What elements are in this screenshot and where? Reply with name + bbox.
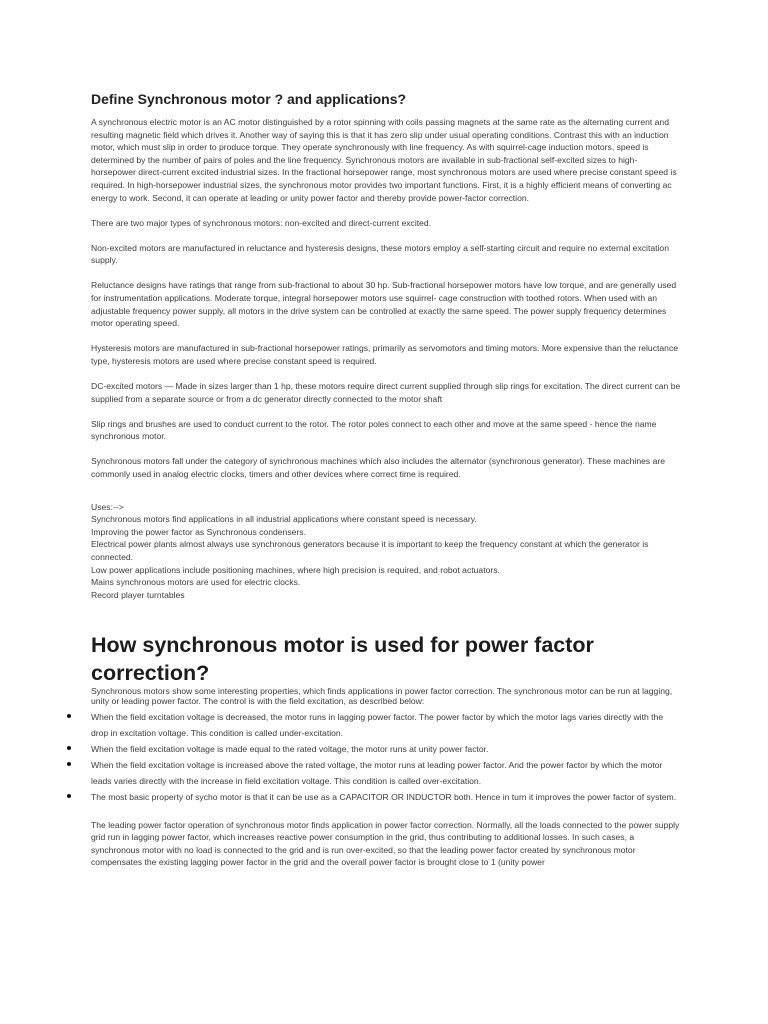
paragraph-dc-excited: DC-excited motors — Made in sizes larger than 1 hp, these motors require direct current supplied through slip rings for excitation. The direct current can be supplied from a separate source or from a dc generator directly connected to the motor shaft — [91, 381, 681, 404]
uses-item: Electrical power plants almost always use synchronous generators because it is important to keep the frequency constant at which the generator is connected. — [91, 539, 649, 562]
list-item — [91, 709, 681, 741]
bullet-text: When the field excitation voltage is decreased, the motor runs in lagging power factor. The power factor by which the motor lags varies directly with the drop in excitation voltage. This condition is called under-excitation. — [91, 711, 664, 738]
list-item — [91, 741, 681, 757]
uses-item: Record player turntables — [91, 589, 185, 600]
bullet-text: When the field excitation voltage is made equal to the rated voltage, the motor runs at unity power factor. — [91, 743, 489, 754]
list-item — [91, 789, 681, 805]
paragraph-types: There are two major types of synchronous motors: non-excited and direct-current excited. — [91, 217, 432, 228]
paragraph-reluctance: Reluctance designs have ratings that range from sub-fractional to about 30 hp. Sub-fractional horsepower motors have low torque, and are generally used for instrumentation applications. Moderate torque, integral horsepower motors use squirrel- cage construction with toothed rotors. When used with an adjustable frequency power supply, all motors in the drive system can be controlled at exactly the same speed. The power supply frequency determines motor operating speed. — [91, 280, 677, 329]
excitation-bullet-list — [91, 709, 681, 805]
paragraph-leading-pf: The leading power factor operation of synchronous motor finds application in power factor correction. Normally, all the loads connected to the power supply grid run in lagging power factor, which increases reactive power consumption in the grid, thus contributing to additional losses. In such cases, a synchronous motor with no load is connected to the grid and is run over-excited, so that the leading power factor created by synchronous motor compensates the existing lagging power factor in the grid and the overall power factor is brought close to 1 (unity power — [91, 819, 680, 868]
paragraph-definition: A synchronous electric motor is an AC motor distinguished by a rotor spinning with coils passing magnets at the same rate as the alternating current and resulting magnetic field which drives it. Another way of saying this is that it has zero slip under usual operating conditions. Contrast this with an induction motor, which must slip in order to produce torque. They operate synchronously with line frequency. As with squirrel-cage induction motors, speed is determined by the number of pairs of poles and the line frequency. Synchronous motors are available in sub-fractional self-excited sizes to high-horsepower direct-current excited industrial sizes. In the fractional horsepower range, most synchronous motors are used where precise constant speed is required. In high-horsepower industrial sizes, the synchronous motor provides two important functions. First, it is a highly efficient means of converting ac energy to work. Second, it can operate at leading or unity power factor and thereby provide power-factor correction. — [91, 117, 677, 203]
section2-title: How synchronous motor is used for power factor correction? — [91, 633, 594, 686]
paragraph-non-excited: Non-excited motors are manufactured in reluctance and hysteresis designs, these motors employ a self-starting circuit and require no external excitation supply. — [91, 242, 669, 266]
document-content — [91, 88, 681, 881]
uses-item: Improving the power factor as Synchronous condensers. — [91, 526, 306, 537]
uses-item: Low power applications include positioning machines, where high precision is required, and robot actuators. — [91, 564, 500, 575]
section2-intro: Synchronous motors show some interesting properties, which finds applications in power factor correction. The synchronous motor can be run at lagging, unity or leading power factor. The control is with the field excitation, as described below: — [91, 686, 673, 707]
bullet-text: The most basic property of sycho motor is that it can be use as a CAPACITOR OR INDUCTOR both. Hence in turn it improves the power factor of system. — [91, 791, 677, 802]
uses-list — [91, 501, 681, 602]
paragraph-category: Synchronous motors fall under the category of synchronous machines which also includes the alternator (synchronous generator). These machines are commonly used in analog electric clocks, timers and other devices where correct time is required. — [91, 456, 666, 479]
bullet-icon — [67, 714, 71, 718]
uses-item: Mains synchronous motors are used for electric clocks. — [91, 577, 301, 588]
section1-title: Define Synchronous motor ? and applications? — [91, 91, 407, 107]
paragraph-slip-rings: Slip rings and brushes are used to conduct current to the rotor. The rotor poles connect to each other and move at the same speed - hence the name synchronous motor. — [91, 418, 657, 442]
paragraph-hysteresis: Hysteresis motors are manufactured in sub-fractional horsepower ratings, primarily as servomotors and timing motors. More expensive than the reluctance type, hysteresis motors are used where precise constant speed is required. — [91, 343, 679, 366]
bullet-icon — [67, 762, 71, 766]
uses-item: Synchronous motors find applications in all industrial applications where constant speed is necessary. — [91, 514, 477, 525]
list-item — [91, 757, 681, 789]
uses-heading: Uses:--> — [91, 501, 124, 512]
bullet-text: When the field excitation voltage is increased above the rated voltage, the motor runs at leading power factor. And the power factor by which the motor leads varies directly with the increase in field excitation voltage. This condition is called over-excitation. — [91, 759, 663, 786]
bullet-icon — [67, 794, 71, 798]
bullet-icon — [67, 746, 71, 750]
